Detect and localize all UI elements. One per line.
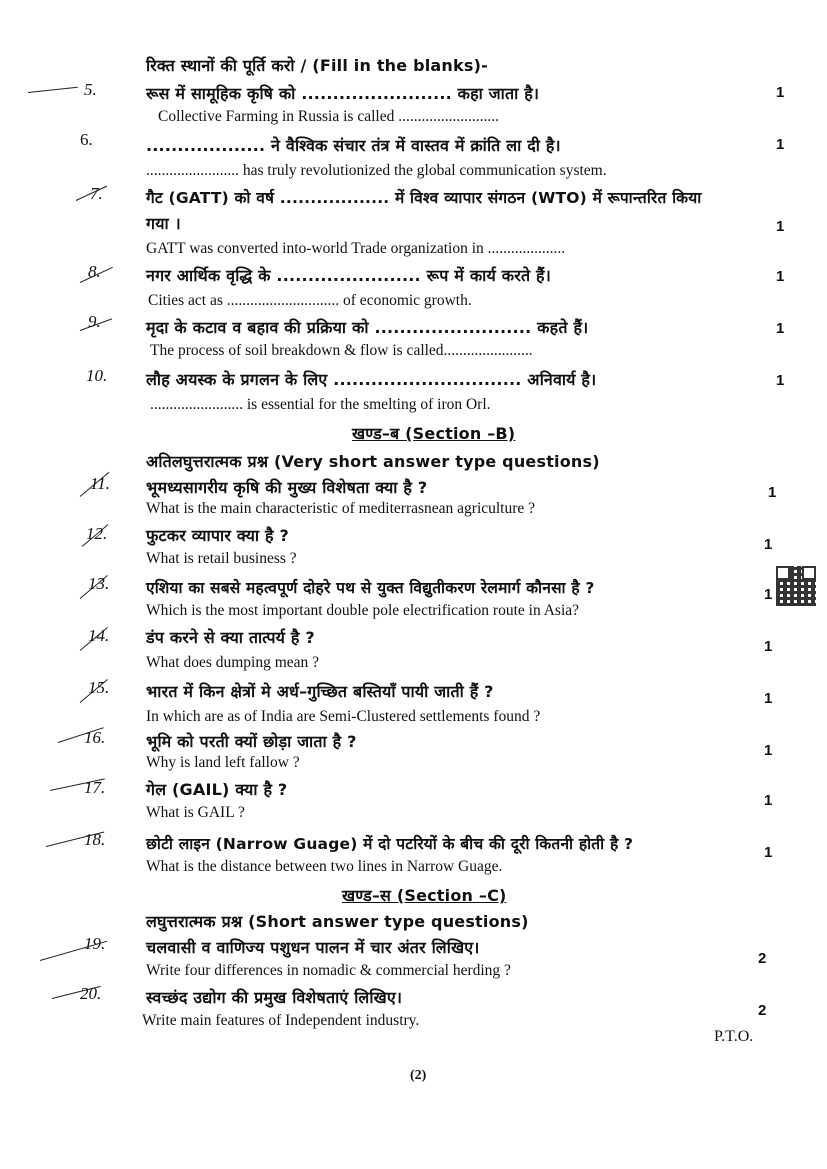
question-number: 5.	[84, 80, 97, 99]
question-text-hindi: भारत में किन क्षेत्रों मे अर्ध–गुच्छित बस्तियाँ पायी जाती हैं ?	[146, 682, 494, 701]
question-text-hindi: छोटी लाइन (Narrow Guage) में दो पटरियों के बीच की दूरी कितनी होती है ?	[146, 835, 634, 853]
question-text-hindi: भूमि को परती क्यों छोड़ा जाता है ?	[146, 732, 357, 751]
question-text-english: ........................ is essential for the smelting of iron Orl.	[150, 396, 491, 413]
question-text-english: GATT was converted into-world Trade organization in ....................	[146, 240, 566, 257]
question-text-english: In which are as of India are Semi-Clustered settlements found ?	[146, 708, 541, 725]
question-text-hindi: गेल (GAIL) क्या है ?	[146, 780, 288, 799]
marks: 1	[764, 586, 773, 603]
section-b-subheading: अतिलघुत्तरात्मक प्रश्न (Very short answer type questions)	[146, 452, 600, 471]
question-number: 7.	[90, 184, 103, 203]
marks: 1	[776, 320, 785, 337]
question-text-hindi: स्वच्छंद उद्योग की प्रमुख विशेषताएं लिखिए।	[146, 988, 403, 1007]
question-text-hindi-cont: गया ।	[146, 214, 181, 233]
question-number: 15.	[88, 678, 110, 697]
question-text-hindi: एशिया का सबसे महत्वपूर्ण दोहरे पथ से युक्त विद्युतीकरण रेलमार्ग कौनसा है ?	[146, 579, 595, 597]
question-text-hindi: ................... ने वैश्विक संचार तंत्र में वास्तव में क्रांति ला दी है।	[146, 136, 561, 155]
marks: 2	[758, 950, 767, 967]
question-text-english: What is the distance between two lines in Narrow Guage.	[146, 858, 503, 875]
question-text-english: What does dumping mean ?	[146, 654, 320, 671]
question-text-hindi: लौह अयस्क के प्रगलन के लिए .............................. अनिवार्य है।	[146, 370, 597, 389]
fill-blanks-heading: रिक्त स्थानों की पूर्ति करो / (Fill in the blanks)-	[146, 56, 488, 75]
question-text-english: Write four differences in nomadic & commercial herding ?	[146, 962, 511, 979]
question-number: 19.	[84, 934, 106, 953]
question-text-english: What is retail business ?	[146, 550, 297, 567]
marks: 1	[768, 484, 777, 501]
question-text-hindi: मृदा के कटाव व बहाव की प्रक्रिया को ......................... कहते हैं।	[146, 318, 589, 337]
question-text-english: Write main features of Independent industry.	[142, 1012, 420, 1029]
qr-code	[776, 566, 816, 606]
question-text-hindi: फुटकर व्यापार क्या है ?	[146, 526, 289, 545]
marks: 1	[776, 218, 785, 235]
marks: 1	[776, 136, 785, 153]
marks: 1	[764, 742, 773, 759]
marks: 1	[776, 268, 785, 285]
question-number: 12.	[86, 524, 108, 543]
question-text-hindi: भूमध्यसागरीय कृषि की मुख्य विशेषता क्या है ?	[146, 478, 428, 497]
question-text-english: Why is land left fallow ?	[146, 754, 300, 771]
question-text-english: The process of soil breakdown & flow is called.......................	[150, 342, 533, 359]
question-number: 18.	[84, 830, 106, 849]
question-text-hindi: नगर आर्थिक वृद्धि के ....................... रूप में कार्य करते हैं।	[146, 266, 551, 285]
question-text-english: What is the main characteristic of mediterrasnean agriculture ?	[146, 500, 536, 517]
marks: 1	[764, 536, 773, 553]
section-c-subheading: लघुत्तरात्मक प्रश्न (Short answer type questions)	[146, 912, 529, 931]
question-text-english: Collective Farming in Russia is called ..........................	[158, 108, 499, 125]
question-number: 6.	[80, 130, 93, 149]
question-text-english: ........................ has truly revolutionized the global communication system.	[146, 162, 607, 179]
question-number: 9.	[88, 312, 101, 331]
section-b-heading: खण्ड–ब (Section –B)	[352, 424, 516, 443]
pto-label: P.T.O.	[714, 1028, 754, 1045]
question-number: 10.	[86, 366, 108, 385]
marks: 1	[764, 690, 773, 707]
marks: 1	[776, 84, 785, 101]
question-number: 14.	[88, 626, 110, 645]
section-c-heading: खण्ड–स (Section –C)	[342, 886, 507, 905]
question-number: 17.	[84, 778, 106, 797]
question-text-english: Cities act as ............................. of economic growth.	[148, 292, 472, 309]
question-text-hindi: गैट (GATT) को वर्ष .................. में विश्व व्यापार संगठन (WTO) में रूपान्तरित किया	[146, 189, 702, 207]
marks: 1	[764, 844, 773, 861]
marks: 1	[776, 372, 785, 389]
marks: 1	[764, 792, 773, 809]
question-number: 16.	[84, 728, 106, 747]
question-text-english: What is GAIL ?	[146, 804, 245, 821]
page-number: (2)	[410, 1068, 427, 1083]
margin-tick	[28, 87, 78, 93]
question-number: 8.	[88, 262, 101, 281]
question-text-english: Which is the most important double pole electrification route in Asia?	[146, 602, 580, 619]
question-text-hindi: चलवासी व वाणिज्य पशुधन पालन में चार अंतर लिखिए।	[146, 938, 480, 957]
marks: 2	[758, 1002, 767, 1019]
question-number: 13.	[88, 574, 110, 593]
question-number: 11.	[90, 474, 110, 493]
question-text-hindi: रूस में सामूहिक कृषि को ........................ कहा जाता है।	[146, 84, 540, 103]
question-text-hindi: डंप करने से क्या तात्पर्य है ?	[146, 628, 315, 647]
marks: 1	[764, 638, 773, 655]
question-number: 20.	[80, 984, 102, 1003]
